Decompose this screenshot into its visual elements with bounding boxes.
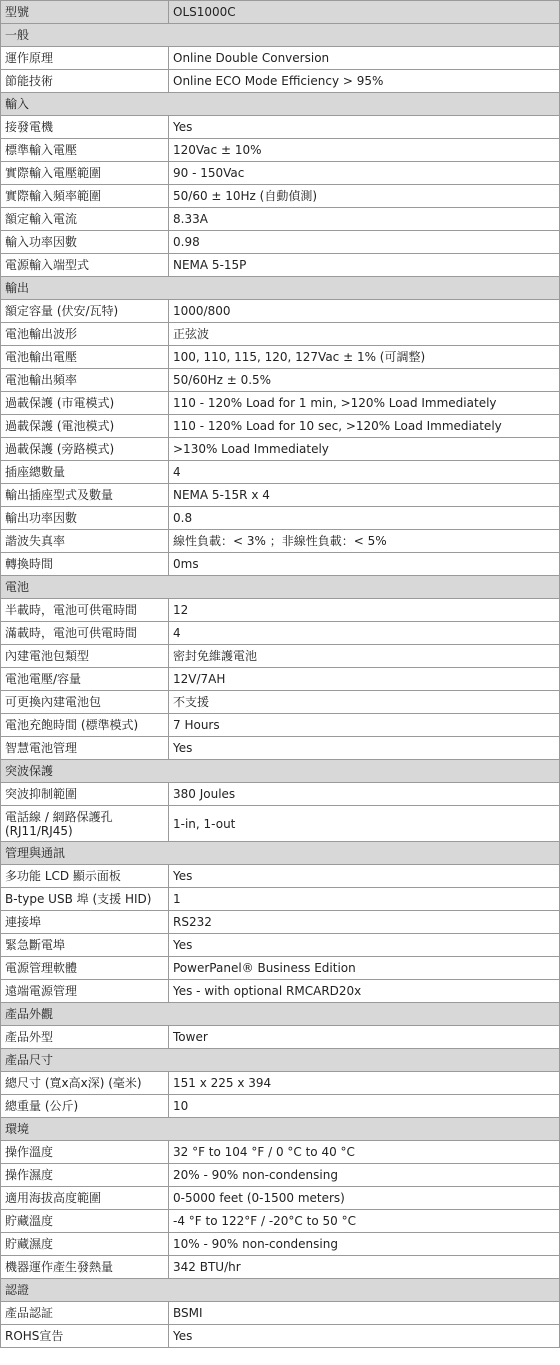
spec-label: 過載保護 (旁路模式) [1,438,169,461]
spec-label: 多功能 LCD 顯示面板 [1,865,169,888]
spec-value: 不支援 [169,691,560,714]
spec-value: 120Vac ± 10% [169,139,560,162]
spec-value: 0.98 [169,231,560,254]
spec-label: 過載保護 (市電模式) [1,392,169,415]
spec-row [1,1164,560,1187]
section-header-row [1,842,560,865]
spec-label: 產品認証 [1,1302,169,1325]
section-header-row [1,24,560,47]
spec-label: 諧波失真率 [1,530,169,553]
spec-label: 電池電壓/容量 [1,668,169,691]
spec-row [1,162,560,185]
spec-label: 電池輸出電壓 [1,346,169,369]
spec-label: 貯藏溫度 [1,1210,169,1233]
spec-row [1,599,560,622]
spec-value: Yes - with optional RMCARD20x [169,980,560,1003]
spec-label: 輸出插座型式及數量 [1,484,169,507]
spec-row [1,980,560,1003]
section-title: 產品外觀 [1,1003,560,1026]
spec-value: Online Double Conversion [169,47,560,70]
spec-label: 電源管理軟體 [1,957,169,980]
section-title: 認證 [1,1279,560,1302]
spec-value: 正弦波 [169,323,560,346]
spec-row [1,668,560,691]
spec-row [1,691,560,714]
section-header-row [1,1003,560,1026]
spec-row [1,553,560,576]
spec-row [1,346,560,369]
spec-row [1,1256,560,1279]
spec-table-body [1,1,560,1348]
spec-row [1,231,560,254]
spec-label: B-type USB 埠 (支援 HID) [1,888,169,911]
spec-value: 380 Joules [169,783,560,806]
spec-value: Tower [169,1026,560,1049]
spec-row [1,438,560,461]
spec-label: 電池輸出波形 [1,323,169,346]
spec-value: 1 [169,888,560,911]
spec-value: 151 x 225 x 394 [169,1072,560,1095]
spec-label: 半載時，電池可供電時間 [1,599,169,622]
spec-value: RS232 [169,911,560,934]
spec-row [1,865,560,888]
spec-label: 電池輸出頻率 [1,369,169,392]
spec-label: 實際輸入頻率範圍 [1,185,169,208]
spec-label: 電話線 / 網路保護孔 (RJ11/RJ45) [1,806,169,842]
spec-row [1,185,560,208]
spec-value: NEMA 5-15R x 4 [169,484,560,507]
section-header-row [1,576,560,599]
spec-row [1,461,560,484]
spec-value: 100, 110, 115, 120, 127Vac ± 1% (可調整) [169,346,560,369]
spec-label: 額定輸入電流 [1,208,169,231]
spec-row [1,737,560,760]
spec-value: Yes [169,737,560,760]
section-title: 輸出 [1,277,560,300]
spec-value: Yes [169,865,560,888]
model-label: 型號 [1,1,169,24]
section-header-row [1,1279,560,1302]
spec-row [1,484,560,507]
spec-value: 110 - 120% Load for 1 min, >120% Load Immediately [169,392,560,415]
spec-value: 10% - 90% non-condensing [169,1233,560,1256]
section-header-row [1,277,560,300]
spec-value: 1000/800 [169,300,560,323]
spec-value: 32 °F to 104 °F / 0 °C to 40 °C [169,1141,560,1164]
spec-label: 操作濕度 [1,1164,169,1187]
spec-value: NEMA 5-15P [169,254,560,277]
spec-label: 標準輸入電壓 [1,139,169,162]
spec-row [1,1302,560,1325]
spec-value: PowerPanel® Business Edition [169,957,560,980]
spec-value: BSMI [169,1302,560,1325]
spec-row [1,208,560,231]
spec-value: -4 °F to 122°F / -20°C to 50 °C [169,1210,560,1233]
spec-row [1,1325,560,1348]
spec-row [1,714,560,737]
section-title: 管理與通訊 [1,842,560,865]
spec-value: 90 - 150Vac [169,162,560,185]
section-header-row [1,760,560,783]
spec-label: 電池充飽時間 (標準模式) [1,714,169,737]
spec-value: 10 [169,1095,560,1118]
spec-label: 電源輸入端型式 [1,254,169,277]
spec-row [1,645,560,668]
spec-row [1,47,560,70]
spec-label: 連接埠 [1,911,169,934]
spec-row [1,806,560,842]
spec-row [1,254,560,277]
spec-value: 密封免維護電池 [169,645,560,668]
spec-label: 緊急斷電埠 [1,934,169,957]
spec-row [1,957,560,980]
spec-label: 轉換時間 [1,553,169,576]
spec-value: 110 - 120% Load for 10 sec, >120% Load Immediately [169,415,560,438]
spec-row [1,70,560,93]
spec-label: 插座總數量 [1,461,169,484]
spec-label: 額定容量 (伏安/瓦特) [1,300,169,323]
spec-row [1,116,560,139]
spec-row [1,300,560,323]
spec-row [1,415,560,438]
spec-label: 產品外型 [1,1026,169,1049]
spec-value: 50/60Hz ± 0.5% [169,369,560,392]
spec-value: 50/60 ± 10Hz (自動偵測) [169,185,560,208]
spec-row [1,1072,560,1095]
spec-value: 7 Hours [169,714,560,737]
spec-row [1,888,560,911]
spec-label: 機器運作產生發熱量 [1,1256,169,1279]
spec-label: 智慧電池管理 [1,737,169,760]
spec-label: 輸出功率因數 [1,507,169,530]
spec-label: 接發電機 [1,116,169,139]
spec-label: 輸入功率因數 [1,231,169,254]
spec-value: 20% - 90% non-condensing [169,1164,560,1187]
spec-value: 12V/7AH [169,668,560,691]
spec-value: 8.33A [169,208,560,231]
model-value: OLS1000C [169,1,560,24]
spec-label: 適用海拔高度範圍 [1,1187,169,1210]
spec-label: 內建電池包類型 [1,645,169,668]
spec-label: 操作溫度 [1,1141,169,1164]
spec-label: 突波抑制範圍 [1,783,169,806]
spec-row [1,911,560,934]
spec-row [1,369,560,392]
spec-value: 0.8 [169,507,560,530]
spec-value: 4 [169,461,560,484]
section-title: 輸入 [1,93,560,116]
spec-label: 滿載時，電池可供電時間 [1,622,169,645]
spec-label: 運作原理 [1,47,169,70]
spec-label: 節能技術 [1,70,169,93]
spec-value: 線性負載：< 3% ；非線性負載：< 5% [169,530,560,553]
spec-label: 總重量 (公斤) [1,1095,169,1118]
spec-row [1,139,560,162]
spec-row [1,783,560,806]
spec-value: 1-in, 1-out [169,806,560,842]
section-header-row [1,1049,560,1072]
spec-label: 可更換內建電池包 [1,691,169,714]
spec-row [1,1187,560,1210]
spec-row [1,934,560,957]
spec-row [1,530,560,553]
section-title: 產品尺寸 [1,1049,560,1072]
spec-value: >130% Load Immediately [169,438,560,461]
spec-row [1,1141,560,1164]
spec-label: 實際輸入電壓範圍 [1,162,169,185]
spec-row [1,1095,560,1118]
spec-value: 0-5000 feet (0-1500 meters) [169,1187,560,1210]
spec-value: Yes [169,116,560,139]
spec-row [1,1233,560,1256]
spec-label: 遠端電源管理 [1,980,169,1003]
spec-value: Yes [169,1325,560,1348]
spec-label: ROHS宣告 [1,1325,169,1348]
spec-row [1,323,560,346]
spec-label: 總尺寸 (寬x高x深) (毫米) [1,1072,169,1095]
spec-row [1,622,560,645]
spec-row [1,1210,560,1233]
section-title: 電池 [1,576,560,599]
section-header-row [1,1118,560,1141]
spec-row [1,1026,560,1049]
spec-value: 342 BTU/hr [169,1256,560,1279]
spec-value: 0ms [169,553,560,576]
spec-label: 貯藏濕度 [1,1233,169,1256]
section-header-row [1,93,560,116]
spec-row [1,392,560,415]
section-title: 環境 [1,1118,560,1141]
spec-label: 過載保護 (電池模式) [1,415,169,438]
spec-row [1,507,560,530]
section-title: 一般 [1,24,560,47]
spec-value: 12 [169,599,560,622]
spec-value: Yes [169,934,560,957]
section-title: 突波保護 [1,760,560,783]
spec-value: Online ECO Mode Efficiency > 95% [169,70,560,93]
model-header-row [1,1,560,24]
spec-value: 4 [169,622,560,645]
